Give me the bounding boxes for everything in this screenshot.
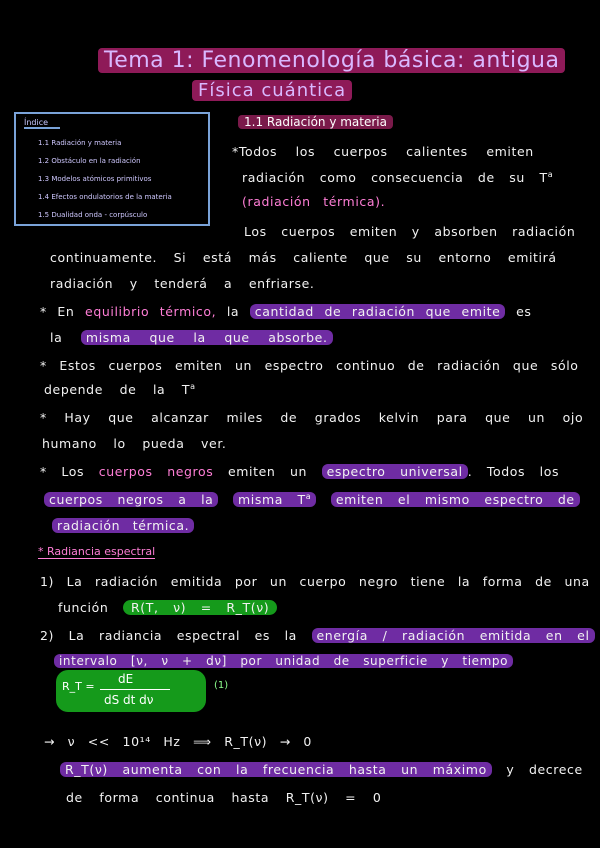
highlight: misma que la que absorbe.: [81, 330, 333, 345]
highlight: radiación térmica.: [52, 518, 194, 533]
index-item-3: 1.3 Modelos atómicos primitivos: [38, 175, 152, 183]
text-fragment: función: [58, 600, 109, 615]
text-line: * Estos cuerpos emiten un espectro continuo de radiación que sólo: [40, 358, 579, 373]
formula-denominator: dS dt dν: [104, 693, 154, 707]
text-fragment: emiten un: [227, 464, 308, 479]
text-line: *Todos los cuerpos calientes emiten: [232, 144, 534, 159]
text-fragment: es: [516, 304, 532, 319]
formula-numerator: dE: [118, 672, 134, 686]
text-fragment: y decrece: [506, 762, 583, 777]
text-line: [58, 600, 277, 615]
text-line: [52, 518, 194, 533]
index-item-4: 1.4 Efectos ondulatorios de la materia: [38, 193, 172, 201]
page-title-text: Tema 1: Fenomenología básica: antigua: [98, 48, 565, 73]
text-line: Los cuerpos emiten y absorben radiación: [244, 224, 576, 239]
text-line: [40, 464, 559, 479]
highlight: [233, 492, 316, 507]
page-subtitle: [192, 80, 352, 101]
text-line: → ν << 10¹⁴ Hz ⟹ R_T(ν) → 0: [44, 734, 312, 749]
highlight: cuerpos negros a la: [44, 492, 218, 507]
section-heading: [238, 115, 393, 129]
index-item-2: 1.2 Obstáculo en la radiación: [38, 157, 141, 165]
superscript: a: [190, 382, 196, 391]
highlight: R_T(ν) aumenta con la frecuencia hasta un máximo: [60, 762, 492, 777]
formula-lhs: R_T =: [62, 680, 95, 693]
text-fragment-pink: cuerpos negros: [98, 464, 214, 479]
text-line: [242, 170, 553, 185]
text-line: continuamente. Si está más caliente que su entorno emitirá: [50, 250, 557, 265]
text-line: humano lo pueda ver.: [42, 436, 227, 451]
text-fragment: misma T: [237, 492, 306, 508]
superscript: a: [547, 170, 554, 179]
text-fragment: radiación como consecuencia de su T: [242, 170, 548, 186]
text-line: [40, 628, 595, 643]
text-line: [40, 304, 531, 319]
text-line: [50, 330, 333, 345]
text-fragment: * En: [40, 304, 75, 319]
highlight: emiten el mismo espectro de: [331, 492, 580, 507]
text-fragment-pink: equilibrio térmico,: [85, 304, 217, 319]
text-line: 1) La radiación emitida por un cuerpo negro tiene la forma de una: [40, 574, 590, 589]
text-line: [60, 762, 583, 777]
highlight: intervalo [ν, ν + dν] por unidad de superficie y tiempo: [54, 654, 513, 668]
text-line: [44, 382, 196, 397]
section-heading-text: 1.1 Radiación y materia: [238, 115, 393, 129]
text-fragment: la: [226, 304, 240, 319]
text-fragment: depende de la T: [44, 382, 191, 398]
text-line: [54, 654, 513, 668]
text-line: * Hay que alcanzar miles de grados kelvin para que un ojo: [40, 410, 584, 425]
text-fragment: la: [50, 330, 63, 345]
fraction-bar: [100, 689, 170, 690]
highlight: espectro universal: [322, 464, 468, 479]
formula-highlight: R(T, ν) = R_T(ν): [123, 600, 277, 615]
index-item-5: 1.5 Dualidad onda - corpúsculo: [38, 211, 148, 219]
superscript: a: [305, 492, 312, 501]
text-fragment: . Todos los: [467, 464, 560, 479]
index-item-1: 1.1 Radiación y materia: [38, 139, 122, 147]
text-fragment: 2) La radiancia espectral es la: [40, 628, 297, 643]
index-box: [14, 112, 210, 226]
equation-number: (1): [214, 680, 229, 691]
text-line: radiación y tenderá a enfriarse.: [50, 276, 315, 291]
text-line: de forma continua hasta R_T(ν) = 0: [66, 790, 382, 805]
subsection-heading: * Radiancia espectral: [38, 545, 156, 558]
index-title: Índice: [24, 118, 60, 129]
highlight: energía / radiación emitida en el: [312, 628, 595, 643]
page-subtitle-text: Física cuántica: [192, 80, 352, 101]
text-line: (radiación térmica).: [242, 194, 386, 209]
page-title: [98, 48, 565, 73]
text-line: [44, 492, 580, 507]
text-fragment: * Los: [40, 464, 85, 479]
highlight: cantidad de radiación que emite: [250, 304, 506, 319]
